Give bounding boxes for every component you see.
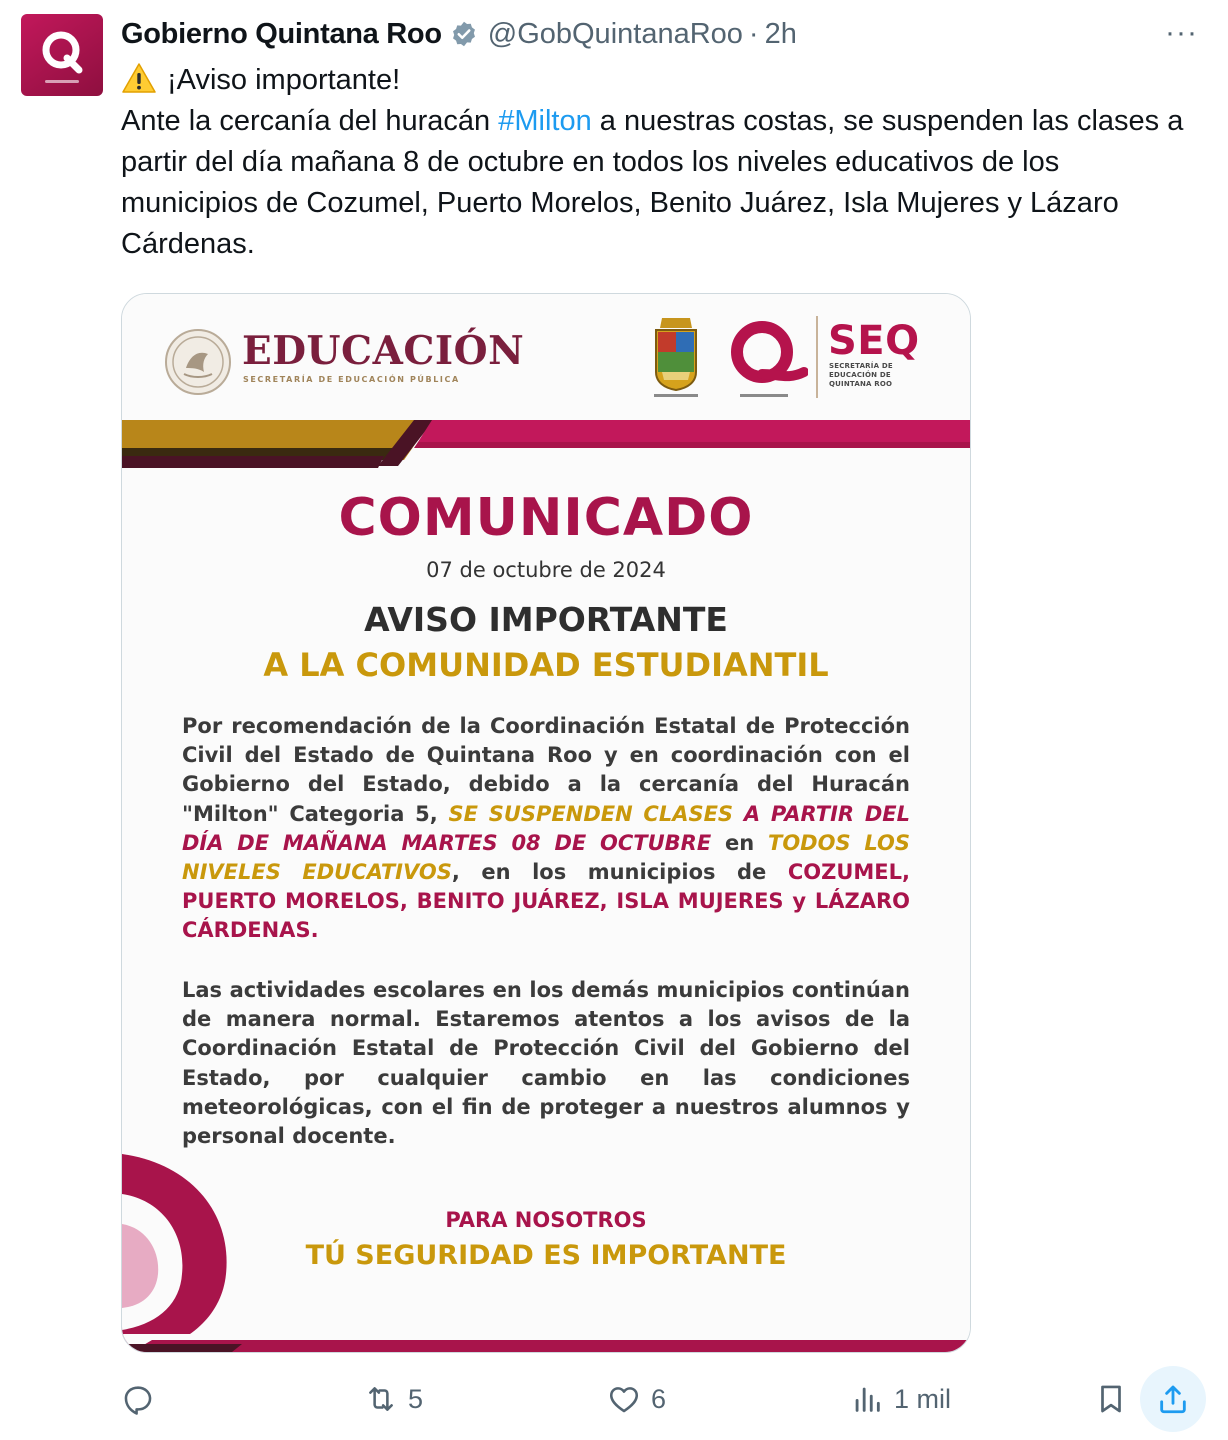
share-icon — [1156, 1382, 1190, 1416]
author-name[interactable]: Gobierno Quintana Roo — [121, 17, 442, 50]
reply-icon — [121, 1382, 155, 1416]
separator-dot: · — [748, 17, 759, 50]
quintana-roo-shield-icon — [648, 314, 704, 400]
p1-niveles: TODOS LOS NIVELES EDUCATIVOS — [182, 830, 910, 885]
p1-suspenden: SE SUSPENDEN CLASES — [448, 801, 734, 826]
seq-logo-text: SEQ — [828, 318, 920, 364]
post-text — [121, 60, 1201, 265]
verified-badge-icon — [450, 20, 478, 48]
warning-icon — [121, 62, 157, 94]
avatar[interactable] — [21, 14, 103, 96]
share-button[interactable] — [1140, 1366, 1206, 1432]
p1-municipios-label: , en los municipios de — [451, 860, 788, 885]
para-nosotros-text: PARA NOSOTROS — [445, 1208, 647, 1232]
more-options-icon[interactable]: ··· — [1165, 16, 1198, 49]
heart-icon — [607, 1382, 641, 1416]
reply-button[interactable] — [121, 1366, 165, 1432]
post-image[interactable] — [121, 293, 971, 1353]
post-body-start: Ante la cercanía del huracán — [121, 105, 499, 137]
repost-icon — [364, 1382, 398, 1416]
p1-intro: Por recomendación de la Coordinación Estatal de Protección Civil del Estado de Quintana Roo y en coordinación con el Gobierno del Estado, debido a la cercanía del Huracán "Milton" Categoria 5, — [182, 714, 910, 826]
bookmark-icon — [1094, 1382, 1128, 1416]
avatar-caption — [45, 80, 79, 83]
comunidad-heading: A LA COMUNIDAD ESTUDIANTIL — [263, 646, 829, 684]
aviso-heading: AVISO IMPORTANTE — [364, 600, 728, 639]
like-button[interactable] — [607, 1366, 666, 1432]
seq-subtitle: SECRETARÍA DE EDUCACIÓN DE QUINTANA ROO — [829, 362, 893, 388]
post-body-end: a nuestras costas, se suspenden las clases a partir del día mañana 8 de octubre en todos los niveles educativos de los municipios de Cozumel, Puerto Morelos, Benito Juárez, Isla Mujeres y Lázaro Cárdenas. — [121, 105, 1184, 260]
comunicado-date: 07 de octubre de 2024 — [426, 558, 666, 582]
post-body — [121, 101, 1201, 265]
post-first-line — [121, 60, 1201, 101]
views-button[interactable] — [850, 1366, 951, 1432]
bookmark-button[interactable] — [1094, 1366, 1128, 1432]
action-bar — [0, 1366, 1228, 1432]
quintana-roo-logo-icon — [37, 28, 87, 78]
comunicado-image — [122, 294, 970, 1352]
tu-seguridad-text: TÚ SEGURIDAD ES IMPORTANTE — [305, 1240, 787, 1271]
p1-fecha: A PARTIR DEL DÍA DE MAÑANA MARTES 08 DE OCTUBRE — [182, 801, 910, 855]
educacion-title: EDUCACIÓN — [242, 328, 525, 374]
post-headline: ¡Aviso importante! — [167, 64, 401, 96]
repost-button[interactable] — [364, 1366, 423, 1432]
comunicado-paragraph-1 — [182, 712, 910, 946]
views-count: 1 mil — [894, 1383, 952, 1414]
footer-band — [122, 1334, 970, 1352]
mexico-seal-icon — [164, 328, 232, 396]
q-logo-icon — [722, 314, 808, 400]
author-handle[interactable]: @GobQuintanaRoo — [487, 17, 743, 50]
comunicado-heading: COMUNICADO — [338, 488, 754, 548]
p1-municipios: COZUMEL, PUERTO MORELOS, BENITO JUÁREZ, ISLA MUJERES y LÁZARO CÁRDENAS. — [182, 860, 910, 943]
repost-count: 5 — [408, 1383, 424, 1414]
hashtag-link[interactable]: #Milton — [498, 105, 592, 137]
educacion-subtitle: SECRETARÍA DE EDUCACIÓN PÚBLICA — [243, 375, 460, 384]
header-band — [122, 412, 970, 472]
logo-divider — [816, 316, 818, 398]
like-count: 6 — [651, 1383, 667, 1414]
comunicado-paragraph-2: Las actividades escolares en los demás municipios continúan de manera normal. Estaremos atentos a los avisos de la Coordinación Estatal de Protección Civil del Gobierno del Estado, por cualquier cambio en las condiciones meteorológicas, con el fin de proteger a nuestros alumnos y personal docente. — [182, 978, 910, 1149]
p1-en: en — [711, 830, 768, 855]
views-chart-icon — [850, 1382, 884, 1416]
post-header — [121, 14, 1198, 54]
post-time[interactable]: 2h — [764, 17, 797, 50]
